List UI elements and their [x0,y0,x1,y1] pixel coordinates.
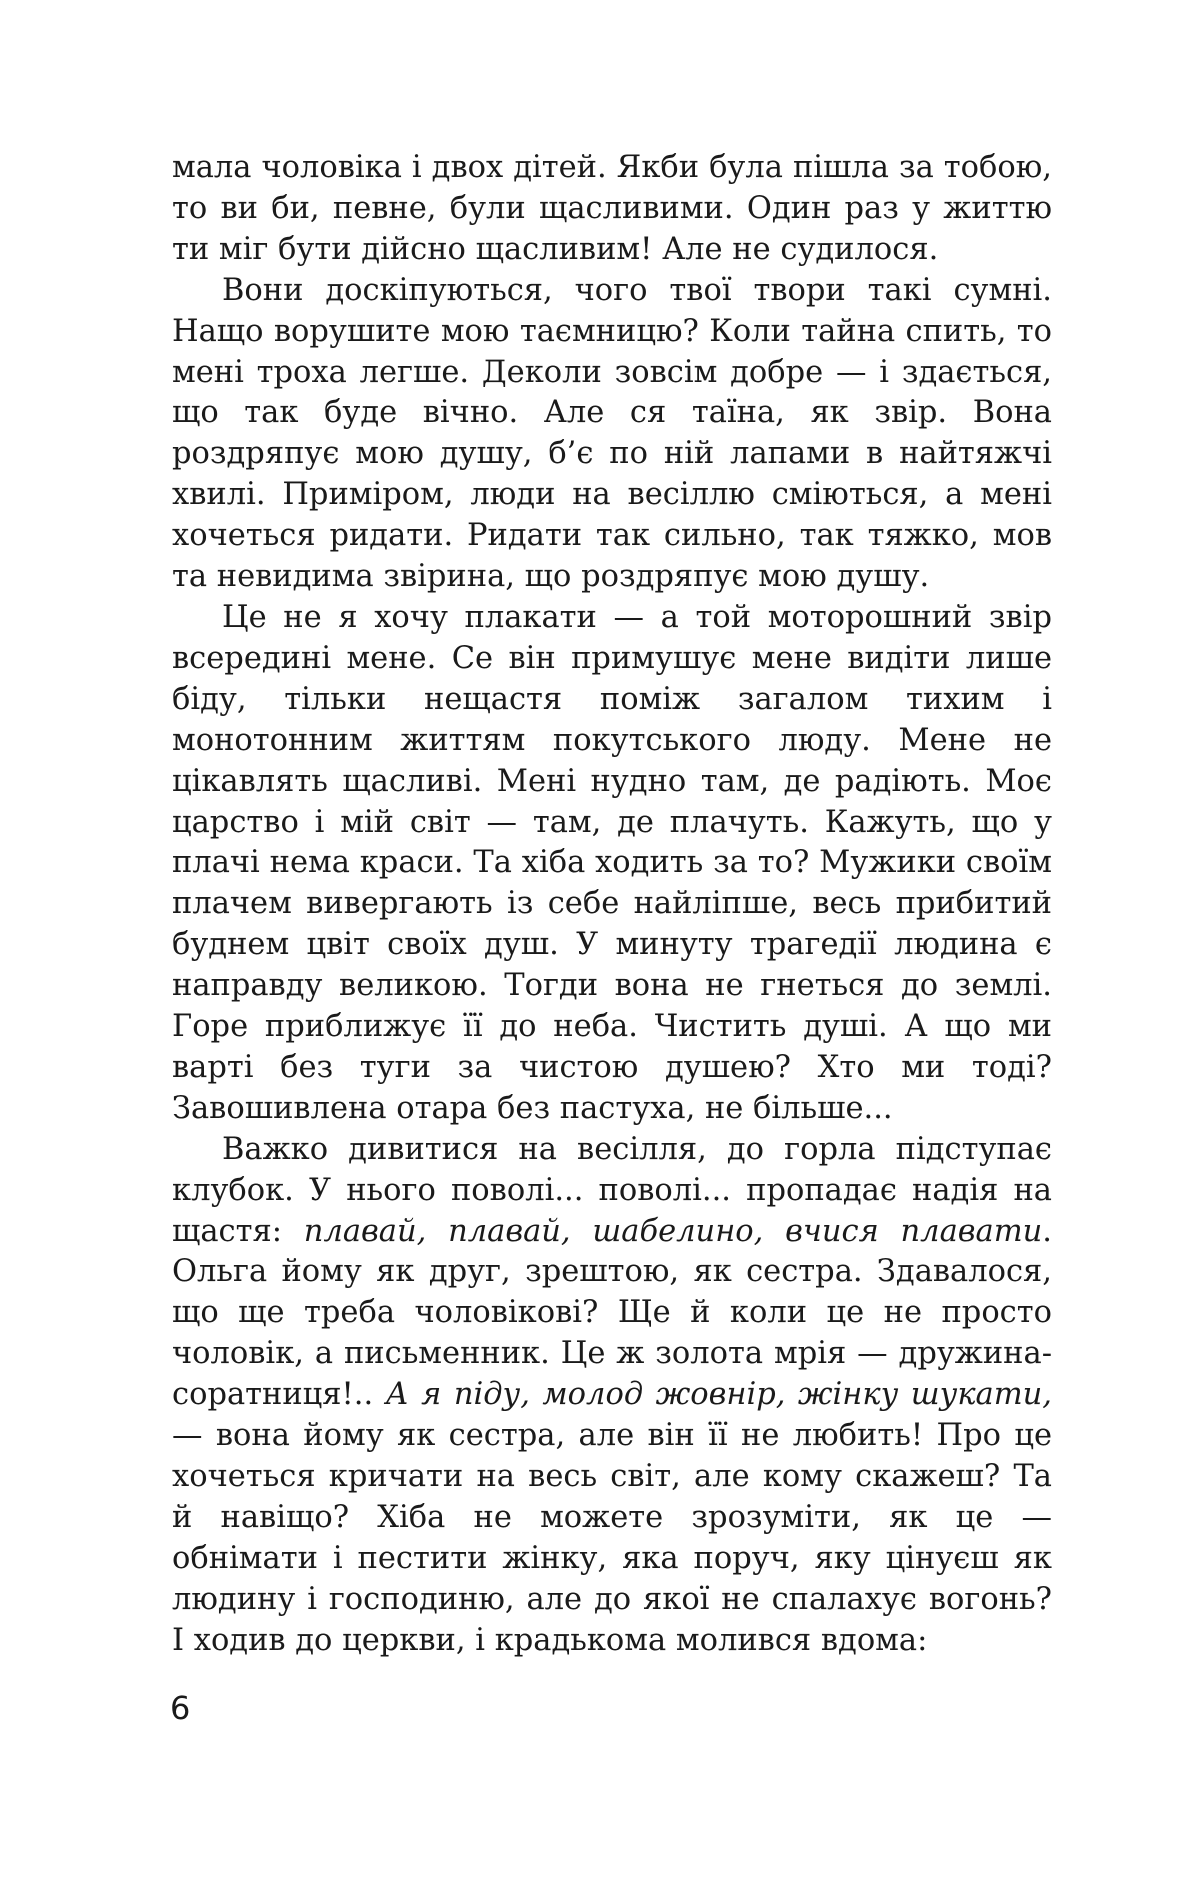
paragraph-4-italic-quote-1: плавай, плавай, шабелино, вчися плавати [303,1213,1043,1249]
paragraph-4-text-c: — вона йому як сестра, але він її не любить! Про це хочеться кричати на весь світ, але кому скажеш? Та й навіщо? Хіба не можете зрозуміти, як це — обнімати і пестити жінку, яка поруч, яку цінуєш як людину і господиню, але до якої не спалахує вогонь? І ходив до церкви, і крадькома молився вдома: [172,1418,1052,1658]
paragraph-3-text: Це не я хочу плакати — а той моторошний звір всередині мене. Се він примушує мене видіти лише біду, тільки нещастя поміж загалом тихим і монотонним життям покутського люду. Мене не цікавлять щасливі. Мені нудно там, де радіють. Моє царство і мій світ — там, де плачуть. Кажуть, що у плачі нема краси. Та хіба ходить за то? Мужики своїм плачем вивергають із себе найліпше, весь прибитий буднем цвіт своїх душ. У минуту трагедії людина є направду великою. Тогди вона не гнеться до землі. Горе приближує її до неба. Чистить душі. А що ми варті без туги за чистою душею? Хто ми тоді? Завошивлена отара без пастуха, не більше... [172,599,1052,1126]
paragraph-2-text: Вони доскіпуються, чого твої твори такі сумні. Нащо ворушите мою таємницю? Коли тайна спить, то мені троха легше. Деколи зовсім добре — і здається, що так буде вічно. Але ся таїна, як звір. Вона роздряпує мою душу, б’є по ній лапами в найтяжчі хвилі. Приміром, люди на весіллю сміються, а мені хочеться ридати. Ридати так сильно, так тяжко, мов та невидима звірина, що роздряпує мою душу. [172,272,1052,595]
page-number: 6 [170,1689,191,1727]
paragraph-4-italic-quote-2: А я піду, молод жовнір, жінку шукати, [385,1377,1052,1413]
paragraph-3 [172,598,1052,1130]
paragraph-4 [172,1130,1052,1662]
paragraph-2 [172,271,1052,598]
paragraph-1 [172,148,1052,271]
paragraph-1-text: мала чоловіка і двох дітей. Якби була пішла за тобою, то ви би, певне, були щасливими. Один раз у життю ти міг бути дійсно щасливим! Але не судилося. [172,150,1052,267]
body-text [172,148,1052,1662]
paragraph-4-text-a: Важко дивитися на весілля, до горла підступає клубок. У нього поволі... поволі... пропадає надія на щастя: [172,1131,1052,1249]
paragraph-4-text-b: . Ольга йому як друг, зрештою, як сестра. Здавалося, що ще треба чоловікові? Ще й коли це не просто чоловік, а письменник. Це ж золота мрія — дружина-соратниця!.. [172,1213,1052,1413]
